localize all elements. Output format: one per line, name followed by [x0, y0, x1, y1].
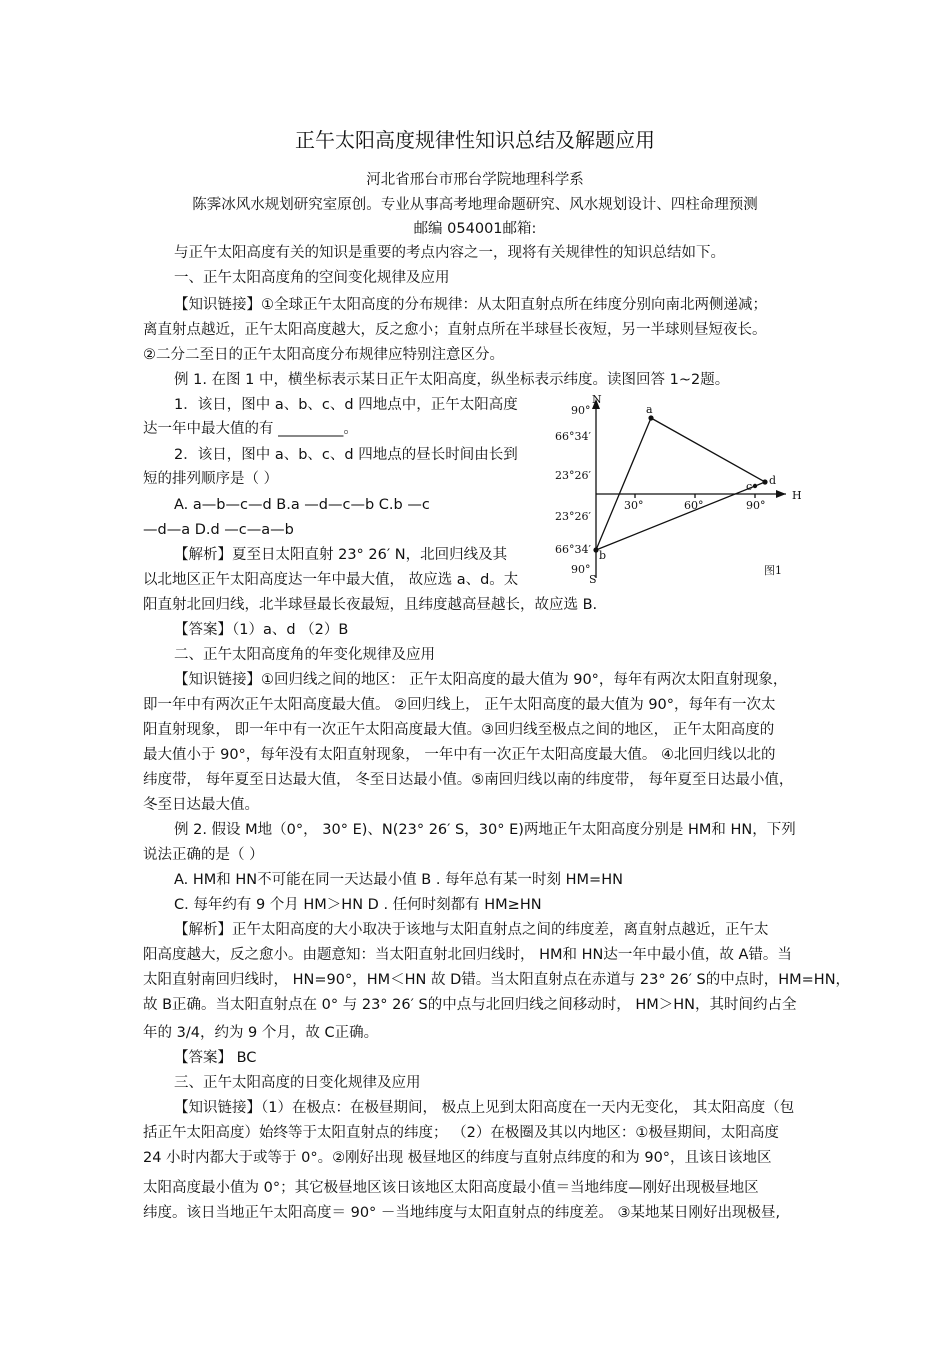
s1-knowledge-line: 离直射点越近，正午太阳高度越大，反之愈小；直射点所在半球昼长夜短，另一半球则昼短夜长。 [143, 322, 767, 338]
example-2-analysis: 阳高度越大，反之愈小。由题意知：当太阳直射北回归线时， HM和 HN达一年中最小值，故 A错。当 [143, 947, 792, 963]
question-2-options: A. a—b—c—d B.a —d—c—b C.b —c [174, 497, 430, 513]
s2-knowledge-line: 【知识链接】①回归线之间的地区： 正午太阳高度的最大值为 90°，每年有两次太阳直射现象， [174, 672, 788, 688]
example-2-analysis: 故 B正确。当太阳直射点在 0° 与 23° 26′ S的中点与北回归线之间移动时， HM＞HN，其时间约占全 [143, 997, 797, 1013]
y-axis-bottom-label: S [589, 573, 597, 586]
s2-knowledge-line: 即一年中有两次正午太阳高度最大值。 ②回归线上， 正午太阳高度的最大值为 90°，每年有一次太 [143, 697, 776, 713]
intro-paragraph: 与正午太阳高度有关的知识是重要的考点内容之一，现将有关规律性的知识总结如下。 [174, 245, 725, 261]
point-label-b: b [599, 549, 607, 562]
example-2-stem: 说法正确的是（ ） [143, 847, 264, 863]
postal-info: 邮编 054001邮箱: [413, 221, 537, 237]
s3-knowledge-line: 24 小时内都大于或等于 0°。②刚好出现 极昼地区的纬度与直射点纬度的和为 90°，且该日该地区 [143, 1150, 772, 1166]
s2-knowledge-line: 最大值小于 90°，每年没有太阳直射现象， 一年中有一次正午太阳高度最大值。 ④北回归线以北的 [143, 747, 776, 763]
example-2-options: A. HM和 HN不可能在同一天达最小值 B . 每年总有某一时刻 HM=HN [174, 872, 623, 888]
question-2-options: —d—a D.d —c—a—b [143, 522, 294, 538]
y-tick-label: 66°34′ [555, 543, 591, 556]
question-2-line: 2．该日，图中 a、b、c、d 四地点的昼长时间由长到 [174, 447, 518, 463]
example-1-intro: 例 1. 在图 1 中，横坐标表示某日正午太阳高度，纵坐标表示纬度。读图回答 1~2题。 [174, 372, 730, 388]
s2-knowledge-line: 冬至日达最大值。 [143, 797, 259, 813]
example-1-analysis: 【解析】夏至日太阳直射 23° 26′ N，北回归线及其 [174, 547, 508, 563]
y-tick-label: 66°34′ [555, 430, 591, 443]
s1-knowledge-line: 【知识链接】①全球正午太阳高度的分布规律：从太阳直射点所在纬度分别向南北两侧递减； [174, 297, 767, 313]
x-axis-label: H [792, 489, 802, 502]
example-2-options: C. 每年约有 9 个月 HM＞HN D . 任何时刻都有 HM≥HN [174, 897, 542, 913]
y-tick-label: 90° [571, 404, 591, 417]
example-2-answer: 【答案】 BC [174, 1050, 257, 1066]
figure-caption: 图1 [764, 564, 782, 577]
s3-knowledge-line: 纬度。该日当地正午太阳高度＝ 90° －当地纬度与太阳直射点的纬度差。 ③某地某日刚好出现极昼, [143, 1205, 781, 1221]
example-1-answer: 【答案】（1）a、d （2）B [174, 622, 349, 638]
example-2-stem: 例 2. 假设 M地（0°， 30° E)、N(23° 26′ S，30° E)两地正午太阳高度分别是 HM和 HN，下列 [174, 822, 796, 838]
section-2-heading: 二、正午太阳高度角的年变化规律及应用 [174, 647, 435, 663]
question-1-line: 1．该日，图中 a、b、c、d 四地点中，正午太阳高度 [174, 397, 518, 413]
section-1-heading: 一、正午太阳高度角的空间变化规律及应用 [174, 270, 450, 286]
page-title: 正午太阳高度规律性知识总结及解题应用 [295, 128, 655, 152]
y-tick-label: 90° [571, 563, 591, 576]
x-tick-label: 90° [746, 499, 766, 512]
s1-knowledge-line: ②二分二至日的正午太阳高度分布规律应特别注意区分。 [143, 347, 504, 363]
author-affiliation: 河北省邢台市邢台学院地理科学系 [366, 172, 584, 188]
s3-knowledge-line: 【知识链接】（1）在极点：在极昼期间， 极点上见到太阳高度在一天内无变化， 其太阳高度（包 [174, 1100, 795, 1116]
example-2-analysis: 太阳直射南回归线时， HN=90°，HM＜HN 故 D错。当太阳直射点在赤道与 23° 26′ S的中点时，HM=HN， [143, 972, 851, 988]
question-2-line: 短的排列顺序是（ ） [143, 471, 279, 487]
example-2-analysis: 年的 3/4，约为 9 个月，故 C正确。 [143, 1025, 379, 1041]
point-label-a: a [646, 403, 653, 416]
point-label-c: c [746, 480, 753, 493]
point-label-d: d [769, 474, 777, 487]
author-note: 陈霁冰风水规划研究室原创。专业从事高考地理命题研究、风水规划设计、四柱命理预测 [192, 197, 758, 213]
y-tick-label: 23°26′ [555, 510, 591, 523]
x-tick-label: 30° [624, 499, 644, 512]
s2-knowledge-line: 纬度带， 每年夏至日达最大值， 冬至日达最小值。⑤南回归线以南的纬度带， 每年夏至日达最小值， [143, 772, 794, 788]
question-1-line: 达一年中最大值的有 _________。 [143, 421, 358, 437]
s3-knowledge-line: 太阳高度最小值为 0°；其它极昼地区该日该地区太阳高度最小值＝当地纬度—刚好出现极昼地区 [143, 1180, 759, 1196]
s2-knowledge-line: 阳直射现象， 即一年中有一次正午太阳高度最大值。③回归线至极点之间的地区， 正午太阳高度的 [143, 722, 775, 738]
s3-knowledge-line: 括正午太阳高度）始终等于太阳直射点的纬度； （2）在极圈及其以内地区：①极昼期间，太阳高度 [143, 1125, 779, 1141]
example-2-analysis: 【解析】正午太阳高度的大小取决于该地与太阳直射点之间的纬度差，离直射点越近，正午太 [174, 922, 769, 938]
figure-1-diagram [540, 392, 820, 592]
example-1-analysis: 阳直射北回归线，北半球昼最长夜最短，且纬度越高昼越长，故应选 B. [143, 597, 598, 613]
y-tick-label: 23°26′ [555, 469, 591, 482]
x-tick-label: 60° [684, 499, 704, 512]
section-3-heading: 三、正午太阳高度的日变化规律及应用 [174, 1075, 421, 1091]
y-axis-top-label: N [592, 393, 602, 406]
example-1-analysis: 以北地区正午太阳高度达一年中最大值， 故应选 a、d。太 [143, 572, 519, 588]
